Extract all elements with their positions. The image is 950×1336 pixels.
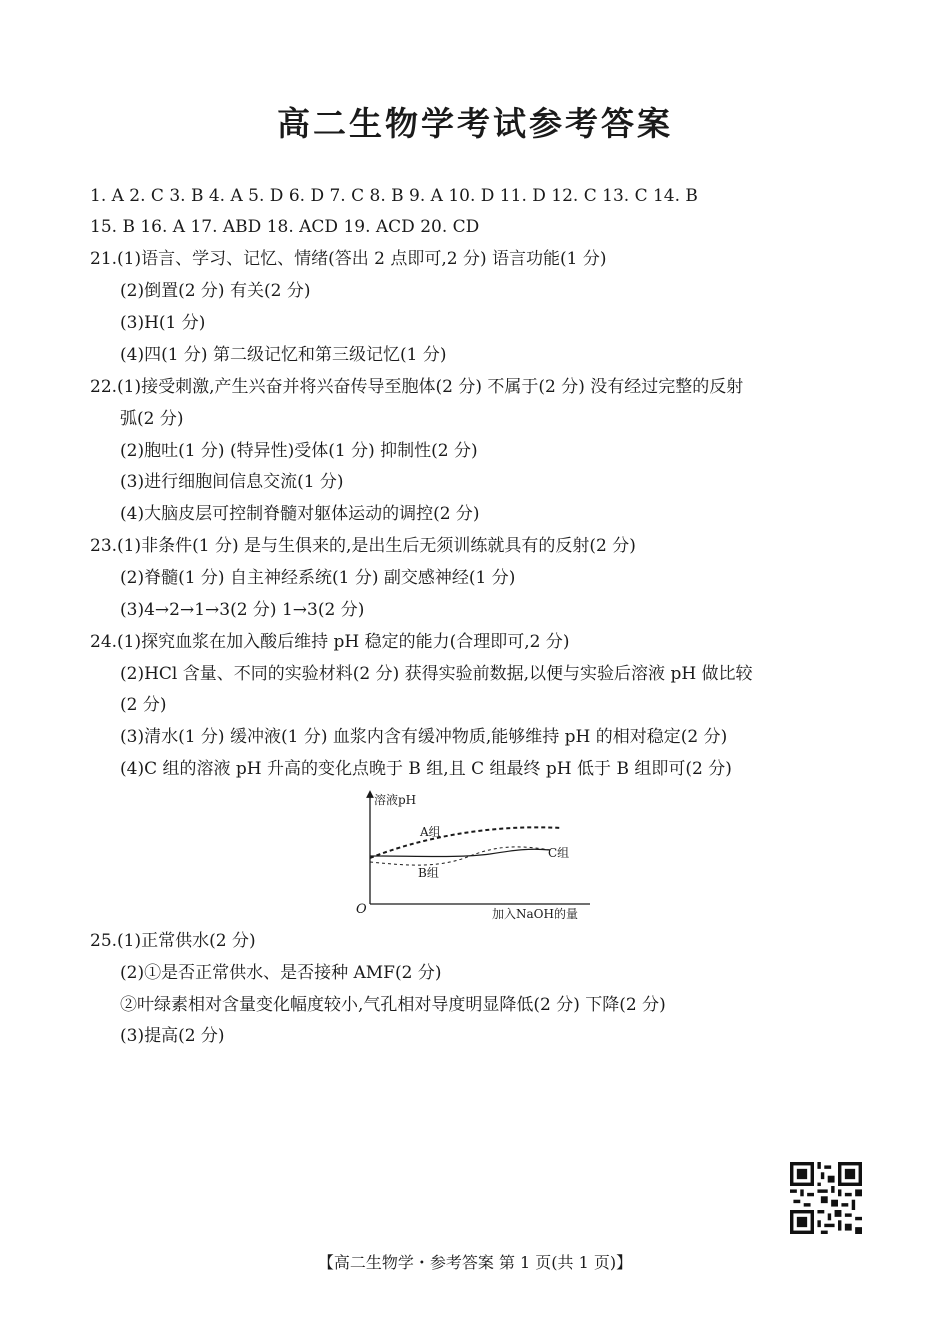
answer-line: 1. A 2. C 3. B 4. A 5. D 6. D 7. C 8. B 9. A 10. D 11. D 12. C 13. C 14. B xyxy=(90,186,698,206)
page-footer: 【高二生物学・参考答案 第 1 页(共 1 页)】 xyxy=(317,1253,633,1272)
ph-curve-figure xyxy=(350,786,600,926)
answer-line: (2)HCl 含量、不同的实验材料(2 分) 获得实验前数据,以便与实验后溶液 pH 做比较 xyxy=(120,664,753,684)
series-c-label: C组 xyxy=(548,846,570,860)
answer-line: 弧(2 分) xyxy=(120,409,184,429)
y-axis-label: 溶液pH xyxy=(374,793,417,807)
page-title: 高二生物学考试参考答案 xyxy=(277,104,673,143)
answer-line: (3)H(1 分) xyxy=(120,313,206,333)
x-axis-label: 加入NaOH的量 xyxy=(492,907,578,921)
answer-line: (4)C 组的溶液 pH 升高的变化点晚于 B 组,且 C 组最终 pH 低于 B 组即可(2 分) xyxy=(120,759,732,779)
answer-line: 23.(1)非条件(1 分) 是与生俱来的,是出生后无须训练就具有的反射(2 分) xyxy=(90,536,636,556)
answer-line: (2)倒置(2 分) 有关(2 分) xyxy=(120,281,311,301)
series-b-label: B组 xyxy=(418,866,439,880)
answer-line: (2)胞吐(1 分) (特异性)受体(1 分) 抑制性(2 分) xyxy=(120,441,478,461)
answer-line: 15. B 16. A 17. ABD 18. ACD 19. ACD 20. CD xyxy=(90,217,480,237)
answer-line: (2)脊髓(1 分) 自主神经系统(1 分) 副交感神经(1 分) xyxy=(120,568,516,588)
answer-line: 24.(1)探究血浆在加入酸后维持 pH 稳定的能力(合理即可,2 分) xyxy=(90,632,570,652)
answer-line: (2 分) xyxy=(120,695,167,715)
series-c-curve xyxy=(370,849,550,856)
answer-line: (3)进行细胞间信息交流(1 分) xyxy=(120,472,344,492)
answer-line: (3)清水(1 分) 缓冲液(1 分) 血浆内含有缓冲物质,能够维持 pH 的相对稳定(2 分) xyxy=(120,727,728,747)
answer-line: 22.(1)接受刺激,产生兴奋并将兴奋传导至胞体(2 分) 不属于(2 分) 没有经过完整的反射 xyxy=(90,377,744,397)
answer-line: (4)四(1 分) 第二级记忆和第三级记忆(1 分) xyxy=(120,345,447,365)
answer-line: (2)①是否正常供水、是否接种 AMF(2 分) xyxy=(120,963,442,983)
answer-line: (3)4→2→1→3(2 分) 1→3(2 分) xyxy=(120,600,365,620)
qr-code-icon xyxy=(790,1162,862,1234)
series-a-label: A组 xyxy=(420,825,441,839)
origin-label: O xyxy=(356,902,367,917)
answer-line: 21.(1)语言、学习、记忆、情绪(答出 2 点即可,2 分) 语言功能(1 分) xyxy=(90,249,607,269)
answer-line: ②叶绿素相对含量变化幅度较小,气孔相对导度明显降低(2 分) 下降(2 分) xyxy=(120,995,666,1015)
answer-line: 25.(1)正常供水(2 分) xyxy=(90,931,256,951)
series-a-curve xyxy=(370,827,562,858)
answer-line: (4)大脑皮层可控制脊髓对躯体运动的调控(2 分) xyxy=(120,504,480,524)
answer-line: (3)提高(2 分) xyxy=(120,1026,225,1046)
